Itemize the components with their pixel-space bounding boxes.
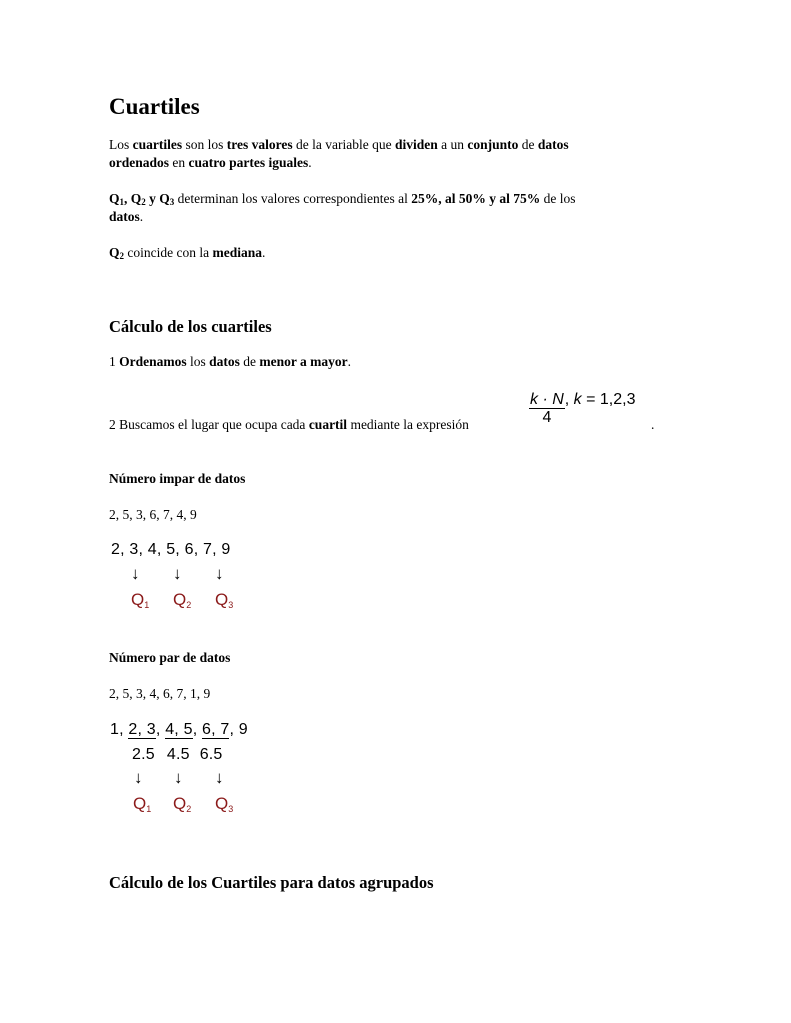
page-title: Cuartiles — [109, 94, 200, 119]
quartile-label-q2: $Q_2$ — [173, 590, 192, 610]
even-sorted-sequence: 1, 2, 3, 4, 5, 6, 7, 9 — [110, 721, 248, 738]
quartile-label-q2: $Q_2$ — [173, 794, 192, 814]
even-midpoint-values — [132, 746, 223, 764]
formula-numerator: k · N — [530, 391, 564, 408]
even-data-values: 2, 5, 3, 4, 6, 7, 1, 9 — [109, 686, 211, 701]
down-arrow-icon: ↓ — [174, 768, 183, 787]
down-arrow-icon: ↓ — [173, 564, 182, 583]
midpoint-value: 6.5 — [199, 746, 223, 763]
median-paragraph: $Q_2$ coincide con la mediana. — [109, 245, 266, 261]
quartile-percent-paragraph: $Q_1$, $Q_2$ y $Q_3$ determinan los valores correspondientes al 25%, al 50% y al 75% de los datos. — [109, 191, 576, 224]
quartile-label-q1: $Q_1$ — [133, 794, 152, 814]
intro-paragraph: Los cuartiles son los tres valores de la variable que dividen a un conjunto de datos ordenados en cuatro partes iguales. — [109, 137, 569, 170]
quartile-position-formula: $\frac{k \cdot N}{4}$ , k = 1,2,3 — [530, 391, 636, 426]
section-heading-calculo: Cálculo de los cuartiles — [109, 317, 272, 336]
even-data-heading: Número par de datos — [109, 650, 231, 665]
quartile-label-q3: $Q_3$ — [215, 794, 234, 814]
odd-data-heading: Número impar de datos — [109, 471, 246, 486]
quartile-label-q3: $Q_3$ — [215, 590, 234, 610]
odd-sorted-sequence: 2, 3, 4, 5, 6, 7, 9 — [111, 541, 231, 558]
step-1: 1 Ordenamos los datos de menor a mayor. — [109, 354, 352, 369]
formula-fraction — [529, 392, 565, 426]
step-2: 2 Buscamos el lugar que ocupa cada cuartil mediante la expresión — [109, 417, 469, 432]
midpoint-value: 2.5 — [132, 746, 155, 763]
formula-denominator: 4 — [542, 409, 552, 426]
odd-data-values: 2, 5, 3, 6, 7, 4, 9 — [109, 507, 197, 522]
section-heading-agrupados: Cálculo de los Cuartiles para datos agrupados — [109, 873, 434, 892]
down-arrow-icon: ↓ — [215, 564, 224, 583]
step-2-period: . — [651, 417, 655, 432]
down-arrow-icon: ↓ — [134, 768, 143, 787]
midpoint-value: 4.5 — [166, 746, 190, 763]
down-arrow-icon: ↓ — [131, 564, 140, 583]
quartile-label-q1: $Q_1$ — [131, 590, 150, 610]
down-arrow-icon: ↓ — [215, 768, 224, 787]
